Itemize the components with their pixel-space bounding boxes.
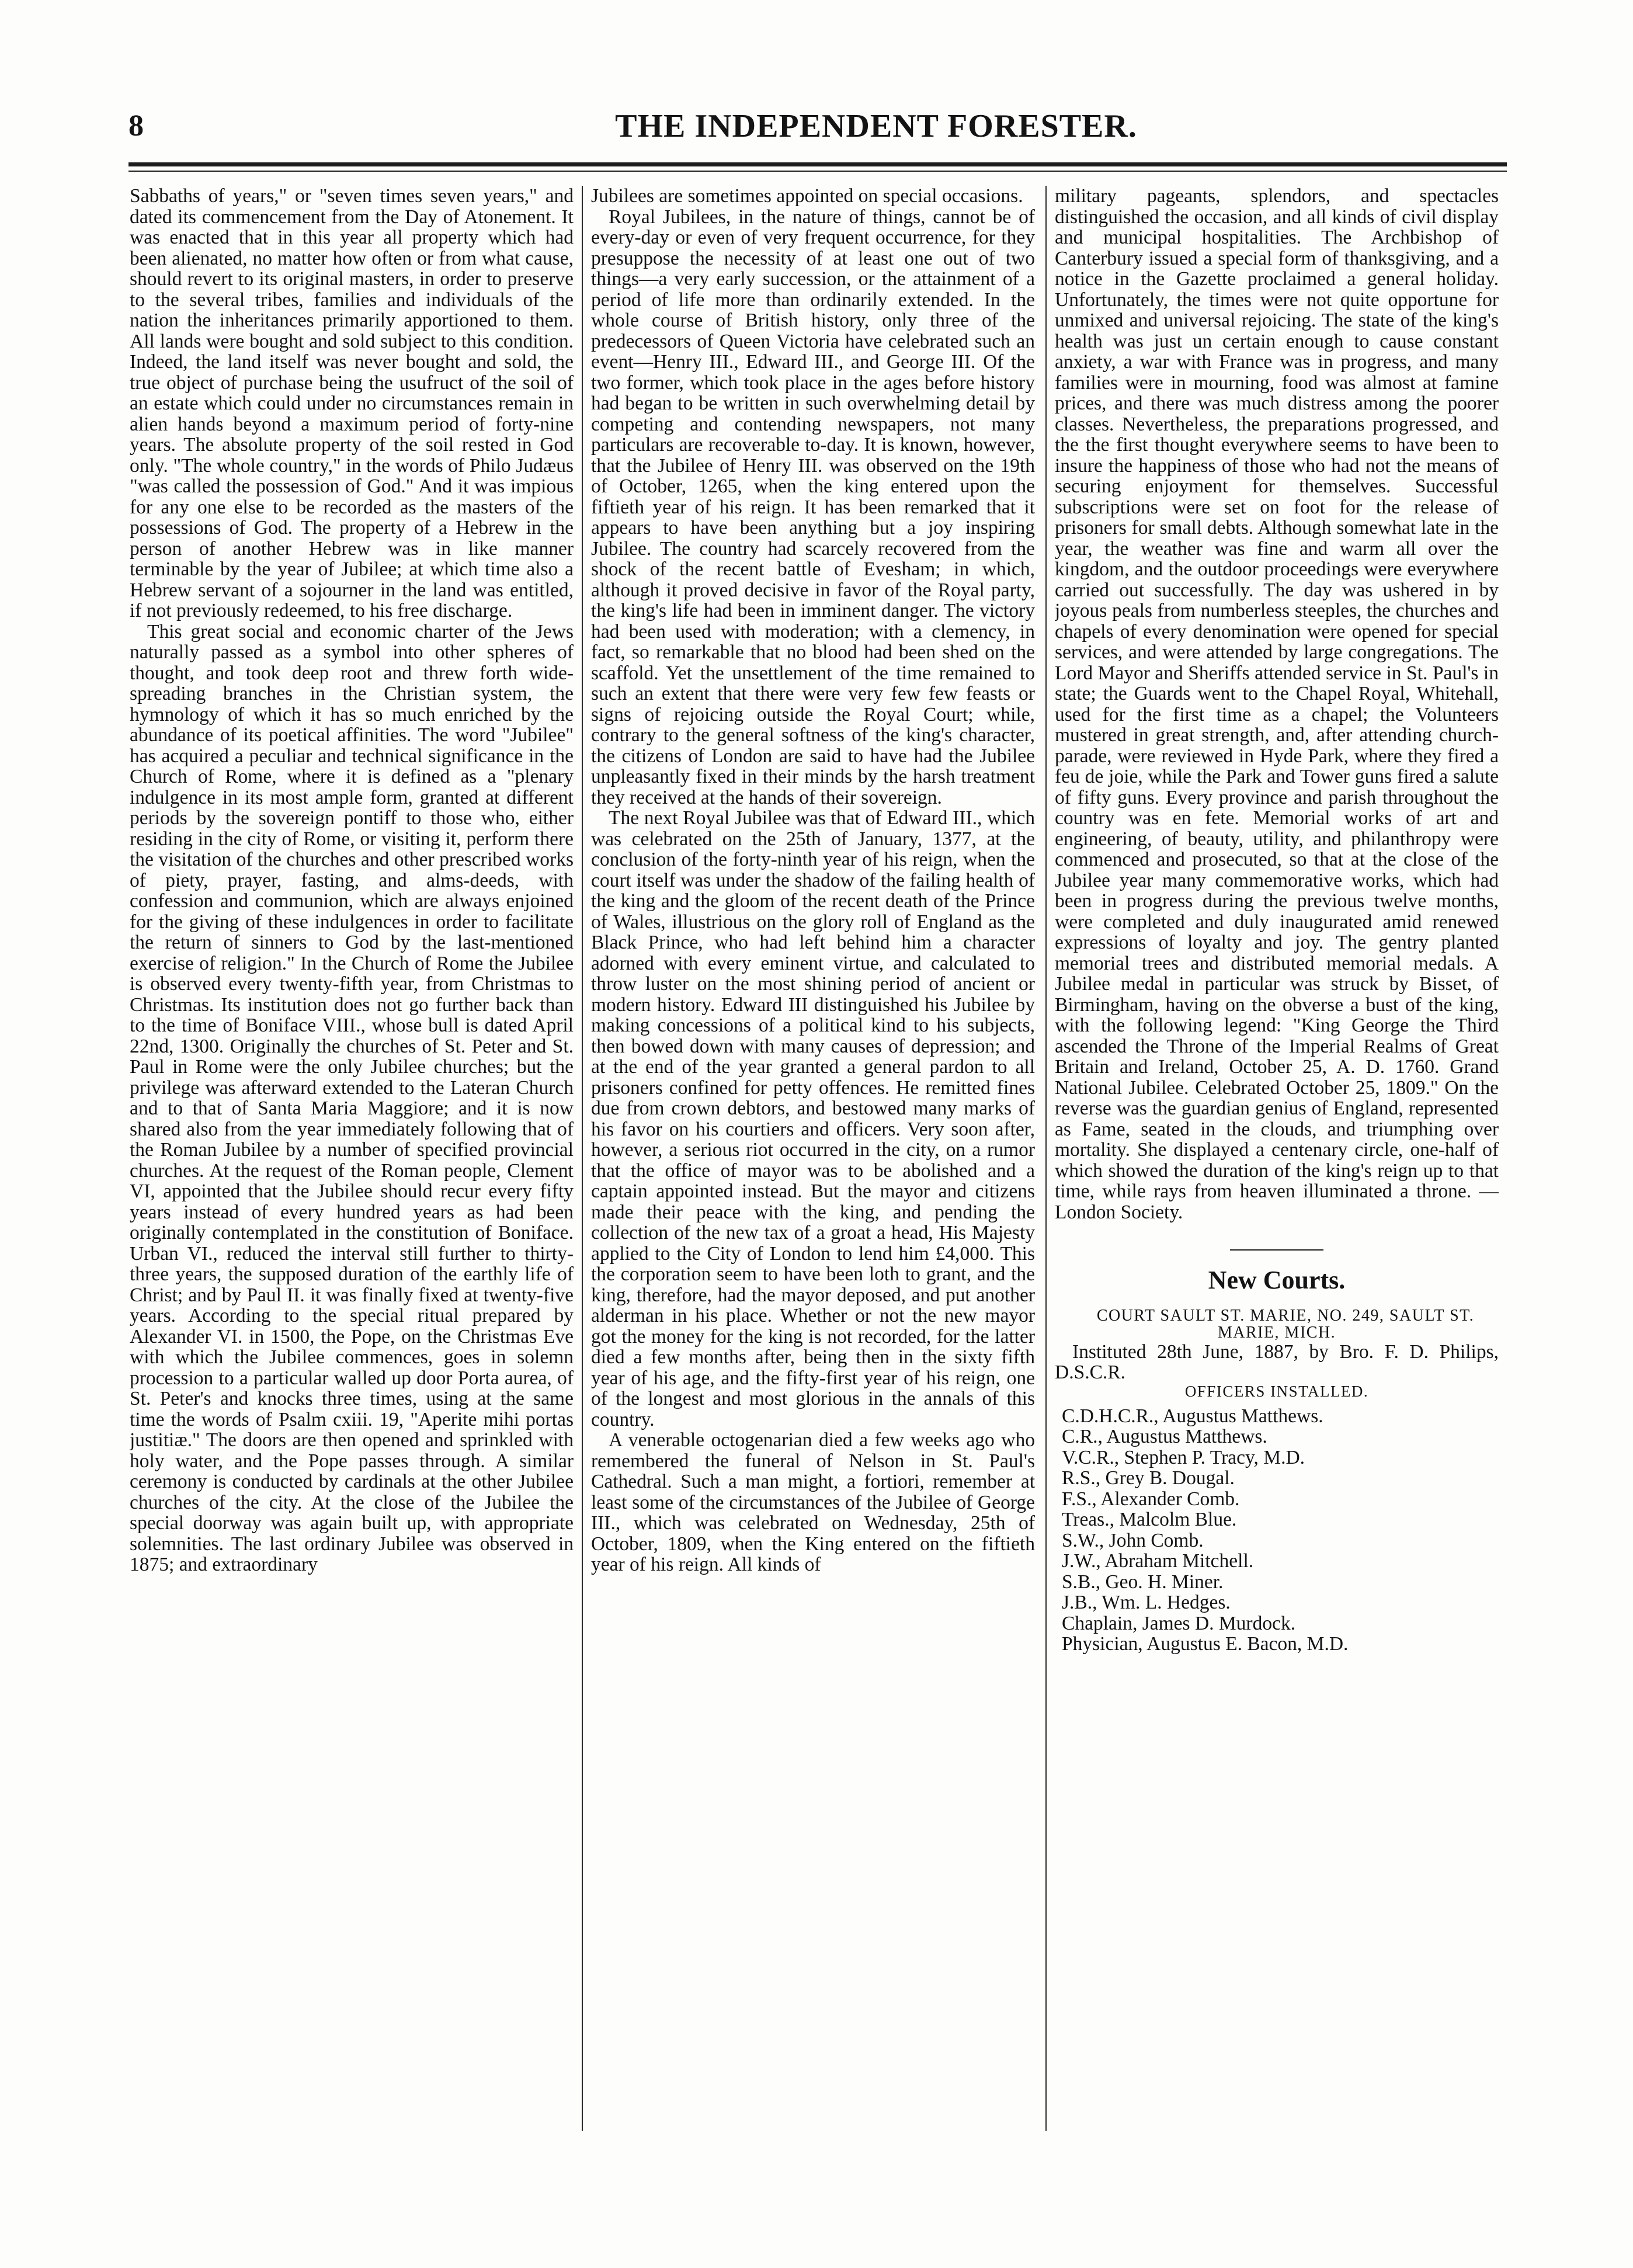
paragraph: Sabbaths of years," or "seven times seven years," and dated its commencement from the Day of Atonement. It was enacted that in this year all property which had been alienated, no matter how often or from what cause, should revert to its original masters, in order to preserve to the several tribes, families and individuals of the nation the inheritances primarily apportioned to them. All lands were bought and sold subject to this condition. Indeed, the land itself was never bought and sold, the true object of purchase being the usufruct of the soil of an estate which could under no circumstances remain in alien hands beyond a maximum period of forty-nine years. The absolute property of the soil rested in God only. "The whole country," in the words of Philo Judæus "was called the possession of God." And it was impious for any one else to be recorded as the masters of the possessions of God. The property of a Hebrew in the person of another Hebrew was in like manner terminable by the year of Jubilee; at which time also a Hebrew servant of a sojourner in the land was entitled, if not previously redeemed, to his free discharge. [130,186,574,621]
officer-entry: S.W., John Comb. [1062,1529,1204,1551]
officer-entry: J.W., Abraham Mitchell. [1062,1550,1254,1572]
officer-entry: R.S., Grey B. Dougal. [1062,1467,1235,1489]
new-courts-heading: New Courts. [1208,1266,1346,1294]
paragraph: Jubilees are sometimes appointed on special occasions. [591,186,1023,207]
officer-entry: C.D.H.C.R., Augustus Matthews. [1062,1405,1323,1427]
paragraph: This great social and economic charter of the Jews naturally passed as a symbol into other spheres of thought, and took deep root and threw forth wide-spreading branches in the Christian system, the hymnology of which it has so much enriched by the abundance of its poetical affinities. The word "Jubilee" has acquired a peculiar and technical significance in the Church of Rome, where it is defined as a "plenary indulgence in its most ample form, granted at different periods by the sovereign pontiff to those who, either residing in the city of Rome, or visiting it, perform there the visitation of the churches and other prescribed works of piety, prayer, fasting, and alms-deeds, with confession and communion, which are always enjoined for the giving of these indulgences in order to facilitate the return of sinners to God by the last-mentioned exercise of religion." In the Church of Rome the Jubilee is observed every twenty-fifth year, from Christmas to Christmas. Its institution does not go further back than to the time of Boniface VIII., whose bull is dated April 22nd, 1300. Originally the churches of St. Peter and St. Paul in Rome were the only Jubilee churches; but the privilege was afterward extended to the Lateran Church and to that of Santa Maria Maggiore; and it is now shared also from the year immediately following that of the Roman Jubilee by a number of specified provincial churches. At the request of the Roman people, Clement VI, appointed that the Jubilee should recur every fifty years instead of every hundred years as had been originally contemplated in the constitution of Boniface. Urban VI., reduced the interval still further to thirty-three years, the supposed duration of the earthly life of Christ; and by Paul II. it was finally fixed at twenty-five years. According to the special ritual prepared by Alexander VI. in 1500, the Pope, on the Christmas Eve with which the Jubilee commences, goes in solemn procession to a particular walled up door Porta aurea, of St. Peter's and knocks three times, using at the same time the words of Psalm cxiii. 19, "Aperite mihi portas justitiæ." The doors are then opened and sprinkled with holy water, and the Pope passes through. A similar ceremony is conducted by cardinals at the other Jubilee churches of the city. At the close of the Jubilee the special doorway was again built up, with appropriate solemnities. The last ordinary Jubilee was observed in 1875; and extraordinary [130,620,574,1575]
officer-entry: Chaplain, James D. Murdock. [1062,1612,1296,1634]
section-rule [1230,1249,1323,1251]
officer-entry: Treas., Malcolm Blue. [1062,1509,1237,1531]
paragraph: military pageants, splendors, and spectacles distinguished the occasion, and all kinds of civil display and municipal hospitalities. The Archbishop of Canterbury issued a special form of thanksgiving, and a notice in the Gazette proclaimed a general holiday. Unfortunately, the times were not quite opportune for unmixed and universal rejoicing. The state of the king's health was just un certain enough to cause constant anxiety, a war with France was in progress, and many families were in mourning, food was almost at famine prices, and there was much distress among the poorer classes. Nevertheless, the preparations progressed, and the the first thought everywhere seems to have been to insure the happiness of those who had not the means of securing enjoyment for themselves. Successful subscriptions were set on foot for the release of prisoners for small debts. Although somewhat late in the year, the weather was fine and warm all over the kingdom, and the outdoor proceedings were everywhere carried out successfully. The day was ushered in by joyous peals from numberless steeples, the churches and chapels of every denomination were opened for special services, and were attended by large congregations. The Lord Mayor and Sheriffs attended service in St. Paul's in state; the Guards went to the Chapel Royal, Whitehall, used for the first time as a chapel; the Volunteers mustered in great strength, and, after attending church-parade, were reviewed in Hyde Park, where they fired a feu de joie, while the Park and Tower guns fired a salute of fifty guns. Every province and parish throughout the country was en fete. Memorial works of art and engineering, of beauty, utility, and philanthropy were commenced and prosecuted, so that at the close of the Jubilee year many commemorative works, which had been in progress during the previous twelve months, were completed and duly inaugurated amid renewed expressions of loyalty and joy. The gentry planted memorial trees and distributed memorial medals. A Jubilee medal in particular was struck by Bisset, of Birmingham, having on the obverse a bust of the king, with the following legend: "King George the Third ascended the Throne of the Imperial Realms of Great Britain and Ireland, October 25, A. D. 1760. Grand National Jubilee. Celebrated October 25, 1809." On the reverse was the guardian genius of England, represented as Fame, seated in the clouds, and triumphing over mortality. She displayed a centenary circle, one-half of which showed the duration of the king's reign up to that time, while rays from heaven illuminated a throne. — London Society. [1055,186,1499,1223]
page-header [128,109,1507,150]
column-divider [1045,186,1047,2131]
officer-entry: F.S., Alexander Comb. [1062,1488,1240,1510]
officer-entry: V.C.R., Stephen P. Tracy, M.D. [1062,1446,1305,1468]
header-rule [128,162,1507,166]
column-1 [130,186,574,2148]
officers-heading: OFFICERS INSTALLED. [1184,1382,1369,1400]
officer-entry: S.B., Geo. H. Miner. [1062,1571,1224,1593]
paragraph: The next Royal Jubilee was that of Edward III., which was celebrated on the 25th of January, 1377, at the conclusion of the forty-ninth year of his reign, when the court itself was under the shadow of the failing health of the king and the gloom of the recent death of the Prince of Wales, illustrious on the glory roll of England as the Black Prince, who had left behind him a character adorned with every eminent virtue, and calculated to throw luster on the most shining period of ancient or modern history. Edward III distinguished his Jubilee by making concessions of a political kind to his subjects, then bowed down with many causes of depression; and at the end of the year granted a general pardon to all prisoners confined for petty offences. He remitted fines due from crown debtors, and bestowed many marks of his favor on his courtiers and officers. Very soon after, however, a serious riot occurred in the city, on a rumor that the office of mayor was to be abolished and a captain appointed instead. But the mayor and citizens made their peace with the king, and pending the collection of the new tax of a groat a head, His Majesty applied to the City of London to lend him £4,000. This the corporation seem to have been loth to grant, and the king, therefore, had the mayor deposed, and put another alderman in his place. Whether or not the new mayor got the money for the king is not recorded, for the latter died a few months after, being then in the sixty fifth year of his age, and the fifty-first year of his reign, one of the longest and most glorious in the annals of this country. [591,807,1035,1430]
officer-entry: C.R., Augustus Matthews. [1062,1426,1267,1448]
court-instituted: Instituted 28th June, 1887, by Bro. F. D. Philips, D.S.C.R. [1055,1340,1499,1384]
officer-entry: J.B., Wm. L. Hedges. [1062,1592,1231,1614]
column-3 [1055,186,1499,2148]
page-number: 8 [128,109,144,143]
column-2 [591,186,1035,2148]
running-title: THE INDEPENDENT FORESTER. [615,108,1137,144]
officer-list [1055,1406,1499,1655]
header-rule-thin [128,171,1507,172]
paragraph: Royal Jubilees, in the nature of things, cannot be of every-day or even of very frequent occurrence, for they presuppose the necessity of at least one out of two things—a very early succession, or the attainment of a period of life more than ordinarily extended. In the whole course of British history, only three of the predecessors of Queen Victoria have celebrated such an event—Henry III., Edward III., and George III. Of the two former, which took place in the ages before history had began to be written in such overwhelming detail by competing and contending newspapers, not many particulars are recoverable to-day. It is known, however, that the Jubilee of Henry III. was observed on the 19th of October, 1265, when the king entered upon the fiftieth year of his reign. It has been remarked that it appears to have been anything but a joy inspiring Jubilee. The country had scarcely recovered from the shock of the recent battle of Evesham; in which, although it proved decisive in favor of the Royal party, the king's life had been in imminent danger. The victory had been used with moderation; with a clemency, in fact, so remarkable that no blood had been shed on the scaffold. Yet the unsettlement of the time remained to such an extent that there were very few few feasts or signs of rejoicing outside the Royal Court; while, contrary to the general softness of the king's character, the citizens of London are said to have had the Jubilee unpleasantly fixed in their minds by the harsh treatment they received at the hands of their sovereign. [591,206,1035,808]
paragraph: A venerable octogenarian died a few weeks ago who remembered the funeral of Nelson in St. Paul's Cathedral. Such a man might, a fortiori, remember at least some of the circumstances of the Jubilee of George III., which was celebrated on Wednesday, 25th of October, 1809, when the King entered on the fiftieth year of his reign. All kinds of [591,1429,1035,1575]
officer-entry: Physician, Augustus E. Bacon, M.D. [1062,1633,1349,1655]
court-title: COURT SAULT ST. MARIE, NO. 249, SAULT ST. MARIE, MICH. [1096,1306,1475,1342]
column-divider [582,186,583,2131]
